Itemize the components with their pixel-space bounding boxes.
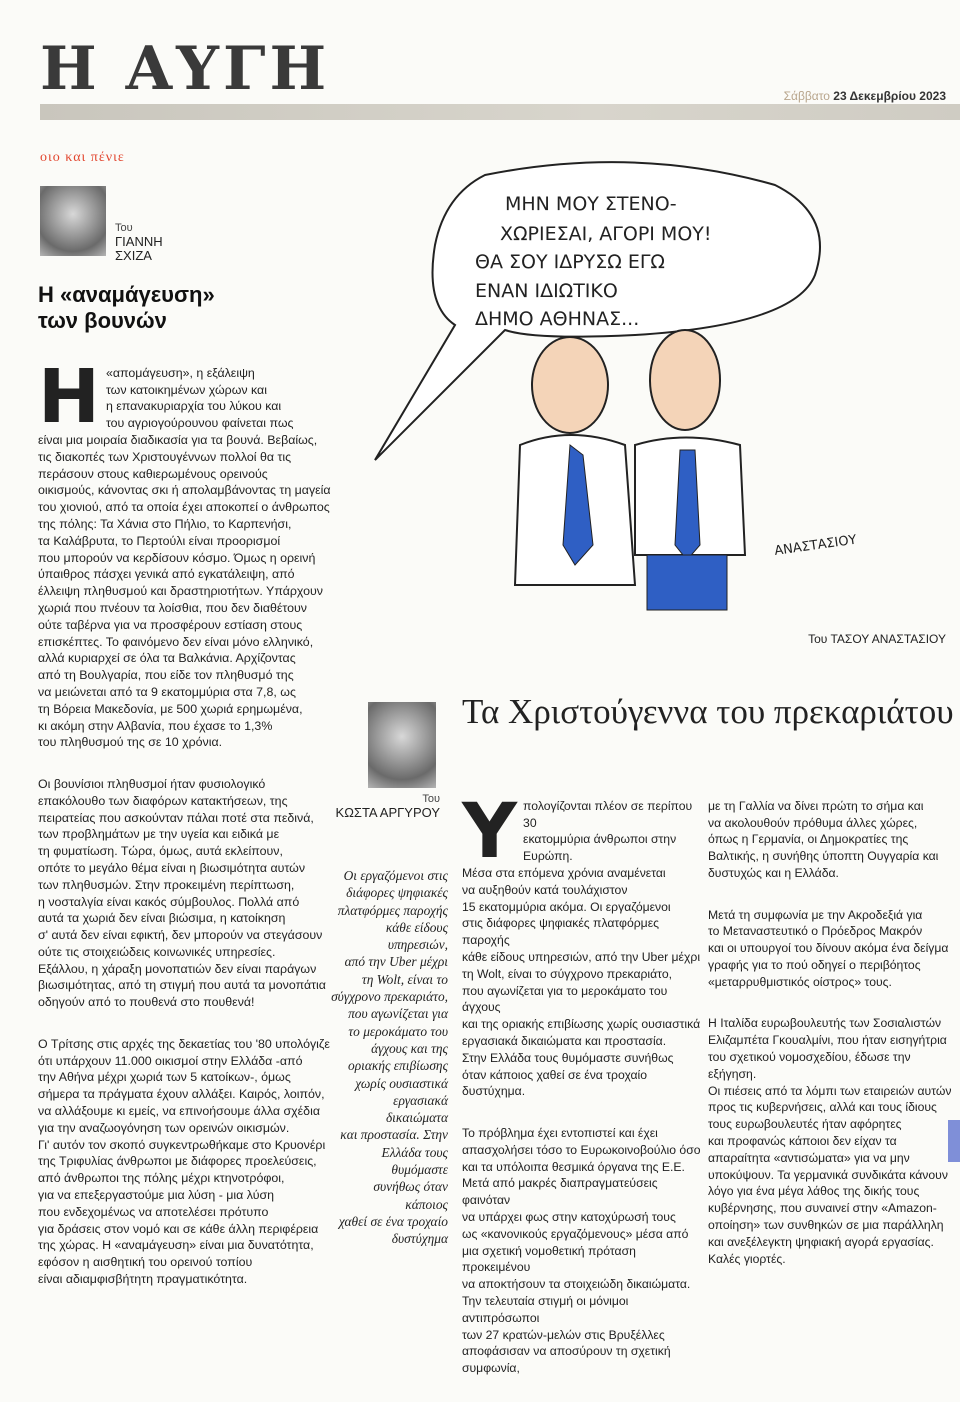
article-column-2 xyxy=(708,781,958,1292)
speech-line: ΔΗΜΟ ΑΘΗΝΑΣ... xyxy=(475,308,640,330)
article-headline: Τα Χριστούγεννα του πρεκαριάτου xyxy=(462,692,954,731)
article-body xyxy=(38,348,333,1313)
paragraph: Η Ιταλίδα ευρωβουλευτής των Σοσιαλιστών Ελιζαμπέτα Γκουαλμίνι, που ήταν εισηγήτρια του σχετικού νομοσχεδίου, έδωσε την εξήγηση. Οι πιέσεις από τα λόμπι των εταιρειών αυτών προς τις κυβερνήσεις, αλλά και τους ίδιους τους ευρωβουλευτές ήταν αφόρητες και προφανώς κάποιοι δεν είχαν τα απαραίτητα «αντισώματα» για να μην υποκύψουν. Τα γερμανικά συνδικάτα κάνουν λόγο για ένα μέγα λάθος της δικής τους κυβέρνησης, που συναινεί στην «Amazon- οποίηση» των συνθηκών σε μια παράλληλη και ανεξέλεγκτη ψηφιακή αγορά εργασίας. Καλές γιορτές. xyxy=(708,1016,952,1266)
drop-cap: Η xyxy=(38,353,100,440)
byline-prefix: Του xyxy=(422,793,440,805)
issue-date xyxy=(784,89,946,103)
date-day: Σάββατο xyxy=(783,89,830,103)
pull-quote: Οι εργαζόμενοι στις διάφορες ψηφιακές πλατφόρμες παροχής κάθε είδους υπηρεσιών, από την Uber μέχρι τη Wolt, είναι το σύγχρονο πρεκαριάτο, που αγωνίζεται για το μεροκάματο του άγχους και της οριακής επιβίωσης χωρίς ουσιαστικά εργασιακά δικαιώματα και προστασία. Στην Ελλάδα τους θυμόμαστε συνήθως όταν κάποιος χαθεί σε ένα τροχαίο δυστύχημα xyxy=(331,868,448,1247)
paragraph xyxy=(462,785,707,1100)
figure-right xyxy=(635,330,745,610)
date-value: 23 Δεκεμβρίου 2023 xyxy=(833,89,946,103)
paragraph: Μετά τη συμφωνία με την Ακροδεξιά για το Μεταναστευτικό ο Πρόεδρος Μακρόν και οι υπουργοί του δίνουν ακόμα ένα δείγμα γραφής για το πού οδηγεί ο περιβόητος «μεταρρυθμιστικός οίστρος» τους. xyxy=(708,907,949,989)
byline xyxy=(330,792,440,820)
author-photo xyxy=(368,702,436,788)
cartoon-credit: Του ΤΑΣΟΥ ΑΝΑΣΤΑΣΙΟΥ xyxy=(808,632,946,646)
speech-line: ΧΩΡΙΕΣΑΙ, ΑΓΟΡΙ ΜΟΥ! xyxy=(500,223,712,245)
section-label: οιο και πένιε xyxy=(40,150,125,165)
speech-line: ΜΗΝ ΜΟΥ ΣΤΕΝΟ- xyxy=(505,193,677,215)
author-name: ΓΙΑΝΝΗ ΣΧΙΖΑ xyxy=(115,234,163,263)
masthead-divider xyxy=(40,104,960,120)
page-edge-marker xyxy=(948,1120,960,1162)
author-photo xyxy=(40,186,106,256)
masthead-logo: Η ΑΥΓΗ xyxy=(40,34,331,104)
cartoon xyxy=(335,155,955,620)
article-headline: Η «αναμάγευση» των βουνών xyxy=(38,282,215,333)
author-name: ΚΩΣΤΑ ΑΡΓΥΡΟΥ xyxy=(335,805,440,820)
paragraph xyxy=(38,353,333,751)
paragraph: με τη Γαλλία να δίνει πρώτη το σήμα και να ακολουθούν πρόθυμα άλλες χώρες, όπως η Γερμανία, οι Δημοκρατίες της Βαλτικής, η συνήθης ύποπτη Ουγγαρία και δυστυχώς και η Ελλάδα. xyxy=(708,798,939,880)
paragraph: Ο Τρίτσης στις αρχές της δεκαετίας του '80 υπολόγιζε ότι υπάρχουν 11.000 οικισμοί στην Ελλάδα -από την Αθήνα μέχρι χωριά των 5 κατοίκων-, όμως σήμερα τα πράγματα έχουν αλλάξει. Καιρός, λοιπόν, να αλλάξουμε κι εμείς, να επινοήσουμε άλλα σχέδια για την αναζωογόνηση των ορεινών οικισμών. Γι' αυτόν τον σκοπό συγκεντρωθήκαμε στο Κρυονέρι της Τριφυλίας άνθρωποι με διάφορες προελεύσεις, από άνθρωποι της πόλης μέχρι κτηνοτρόφοι, για να επεξεργαστούμε μια λύση - μια λύση που ενδεχομένως να αποτελέσει πρότυπο για δράσεις στον νομό και σε κάθε άλλη περιφέρεια της χώρας. Η «αναμάγευση» είναι μια δυνατότητα, εφόσον η αισθητική του ορεινού τοπίου είναι αδιαμφισβήτητη πραγματικότητα. xyxy=(38,1036,330,1287)
byline xyxy=(115,220,163,263)
paragraph-text: «απομάγευση», η εξάλειψη των κατοικημένων χώρων και η επανακυριαρχία του λύκου και του αγριογούρουνου φαίνεται πως είναι μια μοιραία διαδικασία για τα βουνά. Βεβαίως, τις διακοπές των Χριστουγέννων πολλοί θα τις περάσουν στους καθιερωμένους ορεινούς οικισμούς, κάνοντας σκι ή απολαμβάνοντας τη μαγεία του χιονιού, από τα οποία έχει αποκοπεί ο άνθρωπος της πόλης: Τα Χάνια στο Πήλιο, το Καρπενήσι, τα Καλάβρυτα, το Περτούλι είναι προορισμοί που μπορούν να κερδίσουν κόσμο. Όμως η ορεινή ύπαιθρος πάσχει γενικά από εγκατάλειψη, από έλλειψη πληθυσμού και δραστηριοτήτων. Υπάρχουν χωριά που πνέουν τα λοίσθια, που δεν διαθέτουν ούτε ταβέρνα για να προσφέρουν εστίαση στους επισκέπτες. Το φαινόμενο δεν είναι μόνο ελληνικό, αλλά κυριαρχεί σε όλα τα Βαλκάνια. Αρχίζοντας από τη Βουλγαρία, που είδε τον πληθυσμό της να μειώνεται από τα 9 εκατομμύρια στα 7,8, ως τη Βόρεια Μακεδονία, με 500 χωριά ερημωμένα, κι ακόμη στην Αλβανία, που έχασε το 1,3% του πληθυσμού της σε 10 χρόνια. xyxy=(38,365,331,750)
paragraph: Οι βουνίσιοι πληθυσμοί ήταν φυσιολογικό επακόλουθο των διαφόρων κατακτήσεων, της πειρατείας που ασκούνταν πάλαι ποτέ στα πεδινά, των προβλημάτων με την υγεία και ειδικά με τη φυματίωση. Τώρα, όμως, αυτά εκλείπουν, οπότε το μεγάλο θέμα είναι η βιωσιμότητα αυτών των πληθυσμών. Στην προκειμένη περίπτωση, η νοσταλγία είναι κακός σύμβουλος. Πολλά από αυτά τα χωριά δεν είναι βιώσιμα, η κατοίκηση σ' αυτά δεν είναι εφικτή, δεν μπορούν να στεγάσουν ούτε τις στοιχειώδεις κοινωνικές υπηρεσίες. Εξάλλου, η χάραξη μονοπατιών δεν είναι παράγων βιωσιμότητας, από τη στιγμή που αυτά τα μονοπάτια οδηγούν από το πουθενά στο πουθενά! xyxy=(38,776,326,1010)
speech-line: ΘΑ ΣΟΥ ΙΔΡΥΣΩ ΕΓΩ xyxy=(475,251,665,273)
speech-line: ΕΝΑΝ ΙΔΙΩΤΙΚΟ xyxy=(475,280,618,302)
byline-prefix: Του xyxy=(115,222,133,234)
cartoonist-signature: ΑΝΑΣΤΑΣΙΟΥ xyxy=(773,532,858,559)
paragraph-text: πολογίζονται πλέον σε περίπου 30 εκατομμύρια άνθρωποι στην Ευρώπη. Μέσα στα επόμενα χρόνια αναμένεται να αυξηθούν κατά τουλάχιστον 15 εκατομμύρια ακόμα. Οι εργαζόμενοι στις διάφορες ψηφιακές πλατφόρμες παροχής κάθε είδους υπηρεσιών, από την Uber μέχρι τη Wolt, είναι το σύγχρονο πρεκαριάτο, που αγωνίζεται για το μεροκάματο του άγχους και της οριακής επιβίωσης χωρίς ουσιαστικά εργασιακά δικαιώματα και προστασία. Στην Ελλάδα τους θυμόμαστε συνήθως όταν κάποιος χαθεί σε ένα τροχαίο δυστύχημα. xyxy=(462,798,701,1099)
article-column-1 xyxy=(462,781,707,1402)
figure-left xyxy=(515,337,635,585)
paragraph: Το πρόβλημα έχει εντοπιστεί και έχει απασχολήσει τόσο το Ευρωκοινοβούλιο όσο και τα υπόλοιπα θεσμικά όργανα της Ε.Ε. Μετά από μακρές διαπραγματεύσεις φαινόταν να υπάρχει φως στην κατοχύρωσή τους ως «κανονικούς εργαζόμενους» μέσα από μια σχετική νομοθετική πρόταση προκειμένου να αποκτήσουν τα στοιχειώδη δικαιώματα. Την τελευταία στιγμή οι μόνιμοι αντιπρόσωποι των 27 κρατών-μελών στις Βρυξέλλες αποφάσισαν να αποσύρουν τη σχετική συμφωνία, xyxy=(462,1125,701,1376)
drop-cap: Υ xyxy=(462,785,518,875)
